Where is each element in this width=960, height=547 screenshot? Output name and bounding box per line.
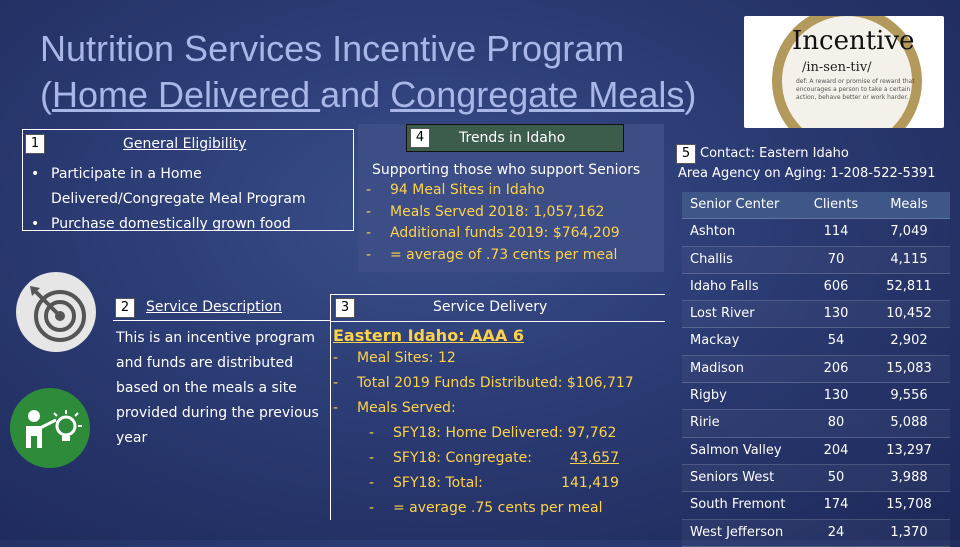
clients-cell: 606 bbox=[823, 278, 849, 294]
trends-box bbox=[358, 124, 664, 272]
table-row bbox=[682, 219, 950, 246]
table-row bbox=[682, 492, 950, 519]
table-row bbox=[682, 301, 950, 328]
senior-center-table bbox=[682, 192, 950, 547]
clients-cell: 204 bbox=[823, 442, 849, 458]
delivery-subitem-value: 43,657 bbox=[570, 450, 619, 466]
clients-cell: 130 bbox=[823, 388, 849, 404]
meals-cell: 5,088 bbox=[890, 415, 928, 431]
trends-list bbox=[366, 180, 620, 266]
meals-cell: 7,049 bbox=[890, 224, 928, 240]
title-paren-close: ) bbox=[684, 74, 697, 115]
meals-cell: 10,452 bbox=[886, 306, 932, 322]
contact-line2: Area Agency on Aging: 1-208-522-5391 bbox=[678, 166, 936, 181]
service-description-box bbox=[113, 294, 331, 444]
center-name-cell: Lost River bbox=[690, 306, 755, 322]
clients-cell: 174 bbox=[823, 497, 849, 513]
clients-cell: 54 bbox=[827, 333, 845, 349]
section-number: 5 bbox=[676, 144, 696, 164]
section-number: 1 bbox=[25, 134, 45, 154]
center-name-cell: Mackay bbox=[690, 333, 740, 349]
table-row bbox=[682, 247, 950, 274]
idea-presenter-icon bbox=[10, 388, 90, 468]
column-header: Clients bbox=[813, 197, 859, 212]
table-row bbox=[682, 356, 950, 383]
table-row bbox=[682, 410, 950, 437]
trends-heading: Trends in Idaho bbox=[459, 130, 566, 146]
center-name-cell: Rigby bbox=[690, 388, 727, 404]
title-line1: Nutrition Services Incentive Program bbox=[40, 28, 625, 69]
title-paren-open: ( bbox=[40, 74, 52, 115]
clients-cell: 114 bbox=[823, 224, 849, 240]
incentive-pronunciation: /in-sen-tiv/ bbox=[802, 60, 872, 75]
meals-cell: 3,988 bbox=[890, 469, 928, 485]
center-name-cell: Idaho Falls bbox=[690, 278, 759, 294]
trends-item: - = average of .73 cents per meal bbox=[366, 245, 620, 267]
meals-cell: 4,115 bbox=[890, 251, 928, 267]
service-description-heading: Service Description bbox=[146, 299, 282, 315]
section-number: 2 bbox=[115, 298, 135, 318]
incentive-word: Incentive bbox=[792, 26, 915, 56]
trends-item: - 94 Meal Sites in Idaho bbox=[366, 180, 620, 202]
table-row bbox=[682, 520, 950, 547]
section-number: 4 bbox=[410, 128, 430, 148]
column-header: Senior Center bbox=[690, 197, 780, 212]
delivery-item-text: Meals Served: bbox=[357, 400, 456, 416]
table-body bbox=[682, 219, 950, 547]
eligibility-item: • Participate in a Home Delivered/Congregate Meal Program bbox=[27, 162, 351, 212]
delivery-item-text: Total 2019 Funds Distributed: $106,717 bbox=[357, 375, 634, 391]
table-row bbox=[682, 274, 950, 301]
clients-cell: 50 bbox=[827, 469, 845, 485]
delivery-subitem-label: SFY18: Home Delivered: 97,762 bbox=[393, 425, 617, 441]
table-row bbox=[682, 438, 950, 465]
clients-cell: 24 bbox=[827, 524, 845, 540]
column-header: Meals bbox=[890, 197, 928, 212]
center-name-cell: Ririe bbox=[690, 415, 720, 431]
center-name-cell: West Jefferson bbox=[690, 524, 784, 540]
meals-cell: 52,811 bbox=[886, 278, 932, 294]
center-name-cell: Challis bbox=[690, 251, 733, 267]
title-home-delivered: Home Delivered bbox=[52, 74, 321, 115]
service-delivery-subheading: Eastern Idaho: AAA 6 bbox=[333, 326, 525, 345]
trends-item: - Meals Served 2018: 1,057,162 bbox=[366, 202, 620, 224]
section-number: 3 bbox=[335, 298, 355, 318]
meals-cell: 13,297 bbox=[886, 442, 932, 458]
general-eligibility-box bbox=[22, 129, 354, 231]
clients-cell: 80 bbox=[827, 415, 845, 431]
service-description-text: This is an incentive program and funds are distributed based on the meals a site provided during the previous year bbox=[116, 330, 319, 446]
center-name-cell: Seniors West bbox=[690, 469, 775, 485]
target-icon bbox=[16, 272, 96, 352]
delivery-subitem-label: = average .75 cents per meal bbox=[393, 500, 603, 516]
meals-cell: 15,083 bbox=[886, 360, 932, 376]
table-row bbox=[682, 465, 950, 492]
eligibility-list bbox=[27, 162, 351, 237]
center-name-cell: Ashton bbox=[690, 224, 736, 240]
table-header-row bbox=[682, 192, 950, 219]
service-delivery-heading: Service Delivery bbox=[433, 299, 548, 315]
delivery-item-text: Meal Sites: 12 bbox=[357, 350, 456, 366]
contact-line1: Contact: Eastern Idaho bbox=[700, 146, 849, 161]
meals-cell: 15,708 bbox=[886, 497, 932, 513]
service-delivery-box: 3 Service Delivery Eastern Idaho: AAA 6 - Meal Sites: 12 - Total 2019 Funds Distributed: $106,717 - Meals Served: - SFY18: Home Delivered: 97,762 - SFY18: Congregate: 43,657 - SFY18: Total: 141,419 - = average .75 cents per meal bbox=[331, 294, 665, 520]
meals-cell: 1,370 bbox=[890, 524, 928, 540]
delivery-subitem-label: SFY18: Total: bbox=[393, 475, 483, 491]
title-congregate-meals: Congregate Meals bbox=[390, 74, 685, 115]
clients-cell: 70 bbox=[827, 251, 845, 267]
table-row bbox=[682, 383, 950, 410]
center-name-cell: South Fremont bbox=[690, 497, 786, 513]
trends-lead: Supporting those who support Seniors bbox=[372, 162, 641, 178]
table-row bbox=[682, 328, 950, 355]
meals-cell: 9,556 bbox=[890, 388, 928, 404]
center-name-cell: Madison bbox=[690, 360, 745, 376]
delivery-subitem-label: SFY18: Congregate: bbox=[393, 450, 532, 466]
page-title bbox=[40, 26, 760, 118]
general-eligibility-heading: General Eligibility bbox=[123, 136, 247, 152]
clients-cell: 130 bbox=[823, 306, 849, 322]
eligibility-item: • Purchase domestically grown food bbox=[27, 212, 351, 237]
center-name-cell: Salmon Valley bbox=[690, 442, 782, 458]
trends-item: - Additional funds 2019: $764,209 bbox=[366, 223, 620, 245]
delivery-subitem-value: 141,419 bbox=[561, 475, 619, 491]
incentive-definition: def: A reward or promise of reward that encourages a person to take a certain action, behave better or work harder. bbox=[796, 78, 915, 101]
clients-cell: 206 bbox=[823, 360, 849, 376]
meals-cell: 2,902 bbox=[890, 333, 928, 349]
title-and: and bbox=[320, 74, 391, 115]
incentive-definition-image bbox=[744, 16, 944, 128]
